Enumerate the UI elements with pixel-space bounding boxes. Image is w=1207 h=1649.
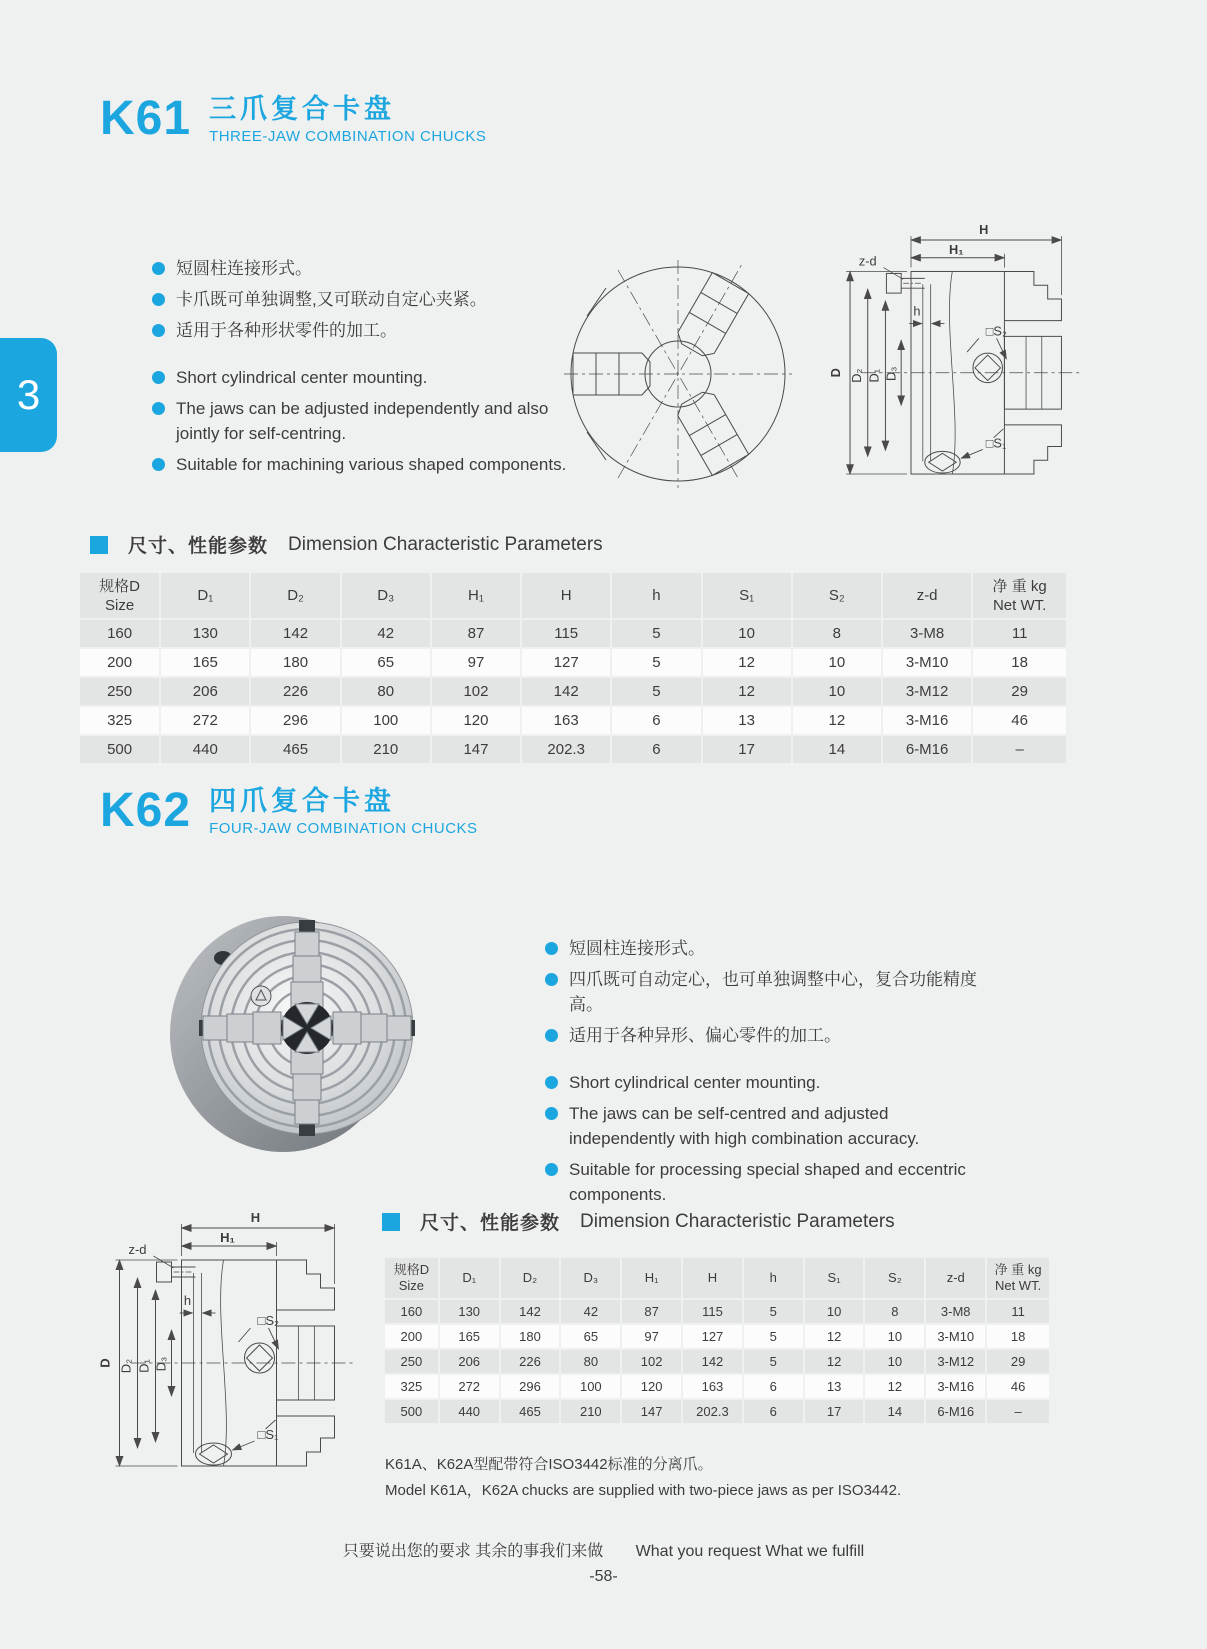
column-header: H₁ [622, 1258, 681, 1298]
k61-features-cn [152, 256, 572, 343]
column-header: z-d [883, 573, 971, 618]
table-cell: 142 [501, 1300, 560, 1323]
table-cell: 160 [385, 1300, 438, 1323]
table-cell: 130 [161, 620, 249, 647]
table-header-row [385, 1258, 1049, 1298]
bullet-icon [545, 1107, 558, 1120]
k61-title-cn: 三爪复合卡盘 [209, 94, 396, 124]
list-item: 短圆柱连接形式。 [545, 936, 980, 961]
table-row [80, 707, 1066, 734]
table-cell: 120 [622, 1375, 681, 1398]
table-cell: 46 [973, 707, 1066, 734]
table-cell: 3-M10 [883, 649, 971, 676]
k61-section-view-drawing [793, 208, 1088, 508]
page-number: -58- [589, 1568, 618, 1585]
column-header: S₁ [805, 1258, 864, 1298]
table-row [385, 1300, 1049, 1323]
table-cell: 5 [612, 649, 700, 676]
k61-dimension-table [78, 571, 1068, 765]
table-cell: 11 [987, 1300, 1049, 1323]
list-item: The jaws can be self-centred and adjusted independently with high combination accuracy. [545, 1101, 980, 1151]
table-row [385, 1400, 1049, 1423]
table-cell: 440 [440, 1400, 499, 1423]
list-item: Suitable for machining various shaped components. [152, 452, 572, 477]
table-cell: 42 [561, 1300, 620, 1323]
column-header: z-d [926, 1258, 985, 1298]
table-cell: 250 [385, 1350, 438, 1373]
table-cell: 17 [703, 736, 791, 763]
bullet-icon [545, 1076, 558, 1089]
table-cell: 163 [683, 1375, 742, 1398]
table-cell: 165 [440, 1325, 499, 1348]
table-cell: 10 [865, 1325, 924, 1348]
bullet-icon [152, 458, 165, 471]
table-cell: 6 [744, 1400, 803, 1423]
table-cell: 226 [251, 678, 339, 705]
column-header: D₁ [440, 1258, 499, 1298]
table-cell: 87 [432, 620, 520, 647]
bullet-icon [152, 371, 165, 384]
column-header: H [522, 573, 610, 618]
column-header: D₂ [501, 1258, 560, 1298]
table-cell: 325 [385, 1375, 438, 1398]
column-header: H₁ [432, 573, 520, 618]
k61-model-header [100, 94, 486, 145]
table-cell: 127 [683, 1325, 742, 1348]
table-cell: 296 [251, 707, 339, 734]
table-cell: 5 [744, 1350, 803, 1373]
table-cell: 29 [973, 678, 1066, 705]
table-cell: 3-M12 [883, 678, 971, 705]
table-row [385, 1350, 1049, 1373]
list-item: 卡爪既可单独调整,又可联动自定心夹紧。 [152, 287, 572, 312]
table-cell: 5 [612, 620, 700, 647]
table-cell: 3-M16 [926, 1375, 985, 1398]
table-cell: 142 [683, 1350, 742, 1373]
table-cell: 8 [865, 1300, 924, 1323]
table-cell: 102 [432, 678, 520, 705]
table-cell: 500 [80, 736, 159, 763]
square-bullet-icon [90, 536, 108, 554]
k62-feature-list [545, 936, 980, 1213]
footer-slogan-cn: 只要说出您的要求 其余的事我们来做 [342, 1543, 604, 1560]
column-header: 规格D Size [80, 573, 159, 618]
k62-features-cn [545, 936, 980, 1048]
bullet-icon [152, 402, 165, 415]
chapter-tab: 3 [0, 338, 57, 452]
list-item: Short cylindrical center mounting. [152, 365, 572, 390]
bullet-icon [152, 324, 165, 337]
table-cell: 100 [561, 1375, 620, 1398]
bullet-icon [545, 1163, 558, 1176]
table-cell: 210 [342, 736, 430, 763]
iso-note [385, 1452, 901, 1504]
table-cell: 12 [703, 649, 791, 676]
table-cell: 10 [703, 620, 791, 647]
table-cell: 5 [744, 1325, 803, 1348]
column-header: D₃ [561, 1258, 620, 1298]
column-header: D₁ [161, 573, 249, 618]
table-cell: 8 [793, 620, 881, 647]
table-cell: 250 [80, 678, 159, 705]
table-cell: 142 [251, 620, 339, 647]
table-cell: – [973, 736, 1066, 763]
table-cell: 80 [342, 678, 430, 705]
k61-features-en [152, 365, 572, 477]
k61-model-code: K61 [100, 92, 192, 145]
table-row [80, 620, 1066, 647]
table-cell: 206 [440, 1350, 499, 1373]
table-cell: 3-M8 [926, 1300, 985, 1323]
table-cell: 465 [251, 736, 339, 763]
bullet-icon [545, 973, 558, 986]
iso-note-en: Model K61A，K62A chucks are supplied with two-piece jaws as per ISO3442. [385, 1482, 902, 1499]
k61-params-section-header: 尺寸、性能参数 Dimension Characteristic Parameters [90, 531, 603, 558]
table-cell: 10 [865, 1350, 924, 1373]
table-cell: 46 [987, 1375, 1049, 1398]
table-cell: 29 [987, 1350, 1049, 1373]
table-cell: 465 [501, 1400, 560, 1423]
table-cell: 6 [612, 707, 700, 734]
table-cell: 180 [251, 649, 339, 676]
column-header: S₁ [703, 573, 791, 618]
table-cell: 13 [703, 707, 791, 734]
table-cell: 14 [865, 1400, 924, 1423]
table-cell: 147 [622, 1400, 681, 1423]
table-row [385, 1375, 1049, 1398]
table-row [385, 1325, 1049, 1348]
table-cell: 325 [80, 707, 159, 734]
table-cell: 142 [522, 678, 610, 705]
table-cell: 3-M12 [926, 1350, 985, 1373]
table-cell: 226 [501, 1350, 560, 1373]
table-cell: 200 [385, 1325, 438, 1348]
table-cell: 130 [440, 1300, 499, 1323]
table-cell: 65 [342, 649, 430, 676]
table-cell: 87 [622, 1300, 681, 1323]
column-header: S₂ [865, 1258, 924, 1298]
table-row [80, 736, 1066, 763]
bullet-icon [152, 262, 165, 275]
table-cell: 6-M16 [883, 736, 971, 763]
column-header: D₂ [251, 573, 339, 618]
table-cell: 200 [80, 649, 159, 676]
table-cell: 3-M10 [926, 1325, 985, 1348]
table-cell: 42 [342, 620, 430, 647]
table-cell: 97 [622, 1325, 681, 1348]
table-cell: 11 [973, 620, 1066, 647]
list-item: Short cylindrical center mounting. [545, 1070, 980, 1095]
table-cell: 18 [973, 649, 1066, 676]
table-cell: 10 [805, 1300, 864, 1323]
list-item: 四爪既可自动定心，也可单独调整中心，复合功能精度高。 [545, 967, 980, 1017]
k62-params-section-header: 尺寸、性能参数 Dimension Characteristic Parameters [382, 1208, 895, 1235]
table-cell: 120 [432, 707, 520, 734]
table-cell: 115 [683, 1300, 742, 1323]
table-cell: 3-M8 [883, 620, 971, 647]
table-cell: 272 [440, 1375, 499, 1398]
table-cell: 14 [793, 736, 881, 763]
table-cell: 210 [561, 1400, 620, 1423]
column-header: h [612, 573, 700, 618]
square-bullet-icon [382, 1213, 400, 1231]
table-cell: 65 [561, 1325, 620, 1348]
column-header: 规格D Size [385, 1258, 438, 1298]
bullet-icon [152, 293, 165, 306]
table-cell: 6-M16 [926, 1400, 985, 1423]
table-cell: 10 [793, 649, 881, 676]
table-cell: 102 [622, 1350, 681, 1373]
table-row [80, 678, 1066, 705]
k62-model-header [100, 786, 478, 837]
table-cell: 180 [501, 1325, 560, 1348]
k62-title-en: FOUR-JAW COMBINATION CHUCKS [209, 820, 478, 837]
k61-title-en: THREE-JAW COMBINATION CHUCKS [209, 128, 487, 145]
table-cell: 12 [865, 1375, 924, 1398]
k62-title-cn: 四爪复合卡盘 [209, 786, 396, 816]
table-cell: 12 [703, 678, 791, 705]
table-row [80, 649, 1066, 676]
table-cell: 17 [805, 1400, 864, 1423]
table-cell: 163 [522, 707, 610, 734]
k62-product-photo [166, 898, 428, 1163]
iso-note-cn: K61A、K62A型配带符合ISO3442标准的分离爪。 [385, 1456, 713, 1473]
table-cell: – [987, 1400, 1049, 1423]
table-cell: 165 [161, 649, 249, 676]
table-cell: 3-M16 [883, 707, 971, 734]
table-header-row [80, 573, 1066, 618]
k61-front-view-drawing [556, 252, 801, 497]
list-item: 适用于各种形状零件的加工。 [152, 318, 572, 343]
table-cell: 80 [561, 1350, 620, 1373]
bullet-icon [545, 942, 558, 955]
table-cell: 202.3 [683, 1400, 742, 1423]
column-header: S₂ [793, 573, 881, 618]
table-cell: 440 [161, 736, 249, 763]
table-cell: 97 [432, 649, 520, 676]
k62-model-code: K62 [100, 784, 192, 837]
table-cell: 13 [805, 1375, 864, 1398]
k62-dimension-table [383, 1256, 1051, 1425]
table-cell: 12 [805, 1325, 864, 1348]
column-header: D₃ [342, 573, 430, 618]
column-header: 净 重 kg Net WT. [987, 1258, 1049, 1298]
column-header: h [744, 1258, 803, 1298]
table-cell: 10 [793, 678, 881, 705]
table-cell: 272 [161, 707, 249, 734]
table-cell: 206 [161, 678, 249, 705]
table-cell: 12 [805, 1350, 864, 1373]
table-cell: 6 [612, 736, 700, 763]
column-header: 净 重 kg Net WT. [973, 573, 1066, 618]
table-cell: 500 [385, 1400, 438, 1423]
table-cell: 115 [522, 620, 610, 647]
table-cell: 6 [744, 1375, 803, 1398]
k62-section-view-drawing [54, 1198, 369, 1498]
k61-feature-list [152, 256, 572, 483]
table-cell: 12 [793, 707, 881, 734]
footer-slogan-en: What you request What we fulfill [635, 1543, 865, 1560]
k62-features-en [545, 1070, 980, 1207]
table-cell: 147 [432, 736, 520, 763]
table-cell: 100 [342, 707, 430, 734]
table-cell: 296 [501, 1375, 560, 1398]
bullet-icon [545, 1029, 558, 1042]
table-cell: 202.3 [522, 736, 610, 763]
table-cell: 160 [80, 620, 159, 647]
list-item: 适用于各种异形、偏心零件的加工。 [545, 1023, 980, 1048]
column-header: H [683, 1258, 742, 1298]
table-cell: 5 [744, 1300, 803, 1323]
list-item: The jaws can be adjusted independently and also jointly for self-centring. [152, 396, 572, 446]
table-cell: 18 [987, 1325, 1049, 1348]
list-item: 短圆柱连接形式。 [152, 256, 572, 281]
table-cell: 5 [612, 678, 700, 705]
list-item: Suitable for processing special shaped and eccentric components. [545, 1157, 980, 1207]
table-cell: 127 [522, 649, 610, 676]
footer-slogan [0, 1538, 1207, 1561]
